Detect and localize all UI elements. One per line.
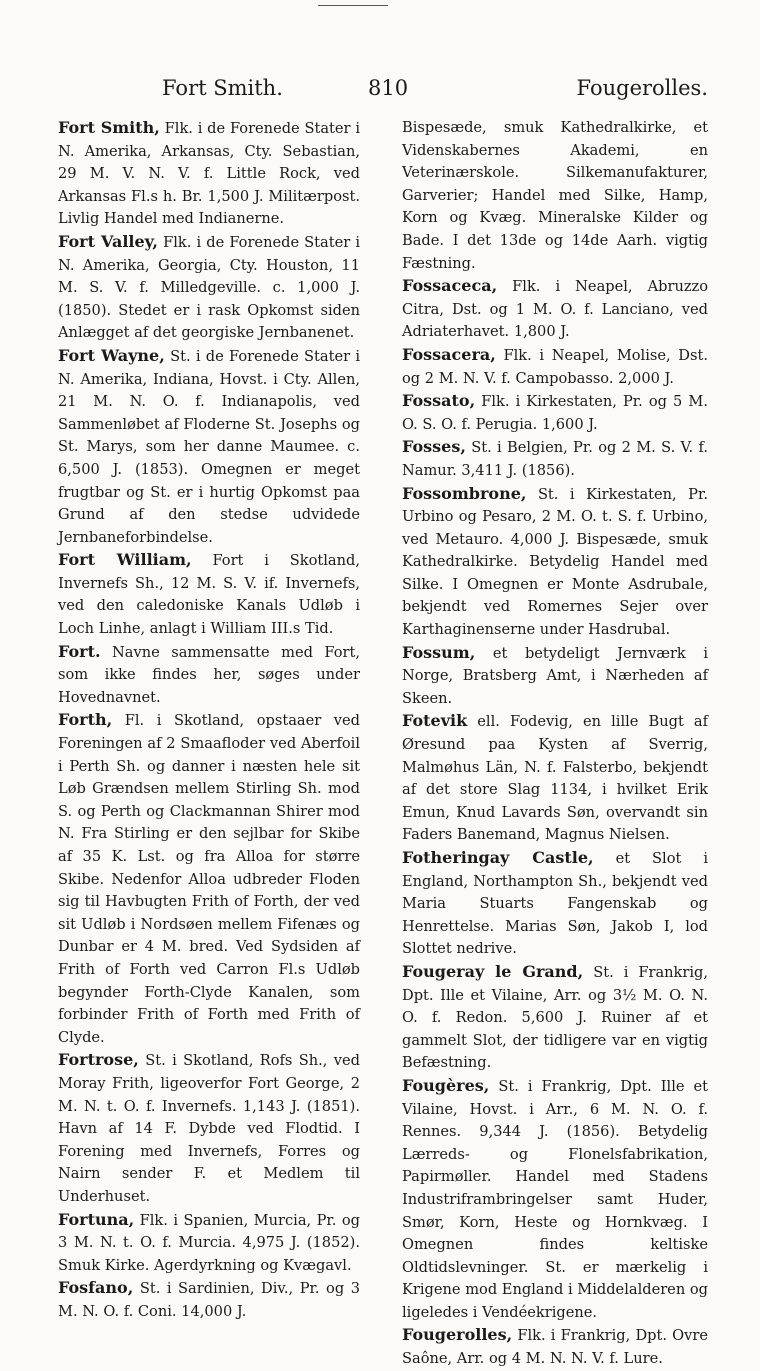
entry-text: Flk. i Kirkestaten, Pr. og 5 M. O. S. O. f. Perugia. 1,600 J. [402,393,708,433]
entry-headword: Fort Wayne, [58,345,165,365]
dictionary-entry [58,1209,360,1278]
dictionary-entry [58,641,360,710]
entry-text: Flk. i de Forenede Stater i N. Amerika, Georgia, Cty. Houston, 11 M. S. V. f. Milledgeville. c. 1,000 J. (1850). Stedet er i rask Opkomst siden Anlægget af det georgiske Jernbanenet. [58,233,360,342]
entry-text: Flk. i Neapel, Molise, Dst. og 2 M. N. V. f. Campobasso. 2,000 J. [402,346,708,387]
dictionary-entry [58,117,360,231]
entry-headword: Fossacera, [402,344,496,364]
entry-headword: Fossum, [402,642,476,662]
dictionary-entry [402,642,708,711]
entry-headword: Fortrose, [58,1050,139,1070]
dictionary-entry [402,436,708,482]
dictionary-entry [402,1075,708,1325]
left-column [58,117,360,1323]
entry-text: Flk. i Frankrig, Dpt. Ovre Saône, Arr. og 4 M. N. N. V. f. Lure. [402,1327,708,1368]
dictionary-entry [402,961,708,1075]
entry-headword: Fort Valley, [58,231,158,251]
header-left-catchword: Fort Smith. [162,76,283,100]
dictionary-entry [58,1049,360,1208]
entry-text: St. i de Forenede Stater i N. Amerika, Indiana, Hovst. i Cty. Allen, 21 M. N. O. f. Indianapolis, ved Sammenløbet af Floderne St. Josephs og St. Marys, som her danne Maumee. c. 6,500 J. (1853). Omegnen er meget frugtbar og St. er i hurtig Opkomst paa Grund af den stedse udvidede Jernbaneforbindelse. [58,347,361,546]
entry-text: Flk. i Spanien, Murcia, Pr. og 3 M. N. t. O. f. Murcia. 4,975 J. (1852). Smuk Kirke. Agerdyrkning og Kvægavl. [58,1211,360,1274]
entry-text: St. i Belgien, Pr. og 2 M. S. V. f. Namur. 3,411 J. (1856). [402,439,709,479]
entry-headword: Fougères, [402,1075,490,1095]
header-right-catchword: Fougerolles. [576,76,708,100]
entry-text: Bispesæde, smuk Kathedralkirke, et Videnskabernes Akademi, en Veterinærskole. Silkemanufakturer, Garverier; Handel med Silke, Hamp, Korn og Kvæg. Mineralske Kilder og Bade. I det 13de og 14de Aarh. vigtig Fæstning. [402,119,708,272]
dictionary-entry [402,275,708,344]
dictionary-entry [402,710,708,847]
entry-headword: Fotevik [402,711,468,731]
entry-headword: Fosfano, [58,1278,134,1298]
dictionary-entry [58,1277,360,1323]
entry-headword: Fossato, [402,391,476,411]
entry-text: St. i Skotland, Rofs Sh., ved Moray Frith, ligeoverfor Fort George, 2 M. N. t. O. f. Invernefs. 1,143 J. (1851). Havn af 14 F. Dybde ved Flodtid. I Forening med Invernefs, Forres og Nairn sender F. et Medlem til Underhuset. [58,1052,361,1205]
entry-text: Fl. i Skotland, opstaaer ved Foreningen af 2 Smaafloder ved Aberfoil i Perth Sh. og danner i næsten hele sit Løb Grændsen mellem Stirling Sh. mod S. og Perth og Clackmannan Shirer mod N. Fra Stirling er den sejlbar for Skibe af 35 K. Lst. og fra Alloa for større Skibe. Nedenfor Alloa udbreder Floden sig til Havbugten Frith of Forth, der ved sit Udløb i Nordsøen mellem Fifenæs og Dunbar er 4 M. bred. Ved Sydsiden af Frith of Forth ved Carron Fl.s Udløb begynder Forth-Clyde Kanalen, som forbinder Frith of Forth med Frith of Clyde. [58,712,361,1046]
entry-text: St. i Kirkestaten, Pr. Urbino og Pesaro, 2 M. O. t. S. f. Urbino, ved Metauro. 4,000 J. Bispesæde, smuk Kathedralkirke. Betydelig Handel med Silke. I Omegnen er Monte Asdrubale, bekjendt ved Romernes Sejer over Karthaginenserne under Hasdrubal. [402,485,708,639]
entry-headword: Fossombrone, [402,483,527,503]
entry-text: Fort i Skotland, Invernefs Sh., 12 M. S. V. if. Invernefs, ved den caledoniske Kanals Udløb i Loch Linhe, anlagt i William III.s Tid. [58,552,361,638]
entry-text: St. i Frankrig, Dpt. Ille et Vilaine, Arr. og 3½ M. O. N. O. f. Redon. 5,600 J. Ruiner af et gammelt Slot, der tidligere var en vigtig Befæstning. [402,963,709,1072]
dictionary-entry [402,390,708,436]
entry-text: Flk. i Neapel, Abruzzo Citra, Dst. og 1 M. O. f. Lanciano, ved Adriaterhavet. 1,800 J. [402,278,709,341]
entry-headword: Fossaceca, [402,276,498,296]
entry-headword: Fotheringay Castle, [402,848,594,867]
right-column [402,117,708,1371]
entry-headword: Fort Smith, [58,118,160,137]
entry-text: St. i Frankrig, Dpt. Ille et Vilaine, Hovst. i Arr., 6 M. N. O. f. Rennes. 9,344 J. (1856). Betydelig Lærreds- og Flonelsfabrikation, Papirmøller. Handel med Stadens Industriframbringelser samt Huder, Smør, Korn, Heste og Hornkvæg. I Omegnen findes keltiske Oldtidslevninger. St. er mærkelig i Krigene mod England i Middelalderen og ligeledes i Vendéekrigene. [402,1077,708,1321]
entry-headword: Fosses, [402,437,466,457]
dictionary-entry [58,231,360,345]
dictionary-entry [58,709,360,1049]
page-number: 810 [368,76,409,100]
entry-text: ell. Fodevig, en lille Bugt af Øresund paa Kysten af Sverrig, Malmøhus Län, N. f. Falsterbo, bekjendt af det store Slag 1134, i hvilket Erik Emun, Knud Lavards Søn, overvandt sin Faders Banemand, Magnus Nielsen. [402,713,708,844]
entry-headword: Fort William, [58,550,192,570]
dictionary-entry [402,117,708,275]
entry-text: et betydeligt Jernværk i Norge, Bratsberg Amt, i Nærheden af Skeen. [402,644,709,707]
entry-headword: Fort. [58,641,101,661]
entry-text: St. i Sardinien, Div., Pr. og 3 M. N. O. f. Coni. 14,000 J. [58,1280,360,1320]
dictionary-entry [58,549,360,640]
entry-headword: Fougeray le Grand, [402,961,584,981]
running-header [58,74,708,104]
dictionary-entry [402,344,708,390]
entry-headword: Forth, [58,710,113,730]
entry-text: Flk. i de Forenede Stater i N. Amerika, Arkansas, Cty. Sebastian, 29 M. V. N. V. f. Little Rock, ved Arkansas Fl.s h. Br. 1,500 J. Militærpost. Livlig Handel med Indianerne. [58,120,360,228]
dictionary-entry [402,1324,708,1370]
entry-text: Navne sammensatte med Fort, som ikke findes her, søges under Hovednavnet. [58,643,361,706]
dictionary-entry [402,483,708,642]
entry-headword: Fortuna, [58,1209,135,1229]
dictionary-entry [402,847,708,961]
entry-headword: Fougerolles, [402,1325,513,1345]
top-rule [318,5,388,6]
entry-text: et Slot i England, Northampton Sh., bekjendt ved Maria Stuarts Fangenskab og Henrettelse. Marias Søn, Jakob I, lod Slottet nedrive. [402,850,709,958]
dictionary-entry [58,345,360,549]
